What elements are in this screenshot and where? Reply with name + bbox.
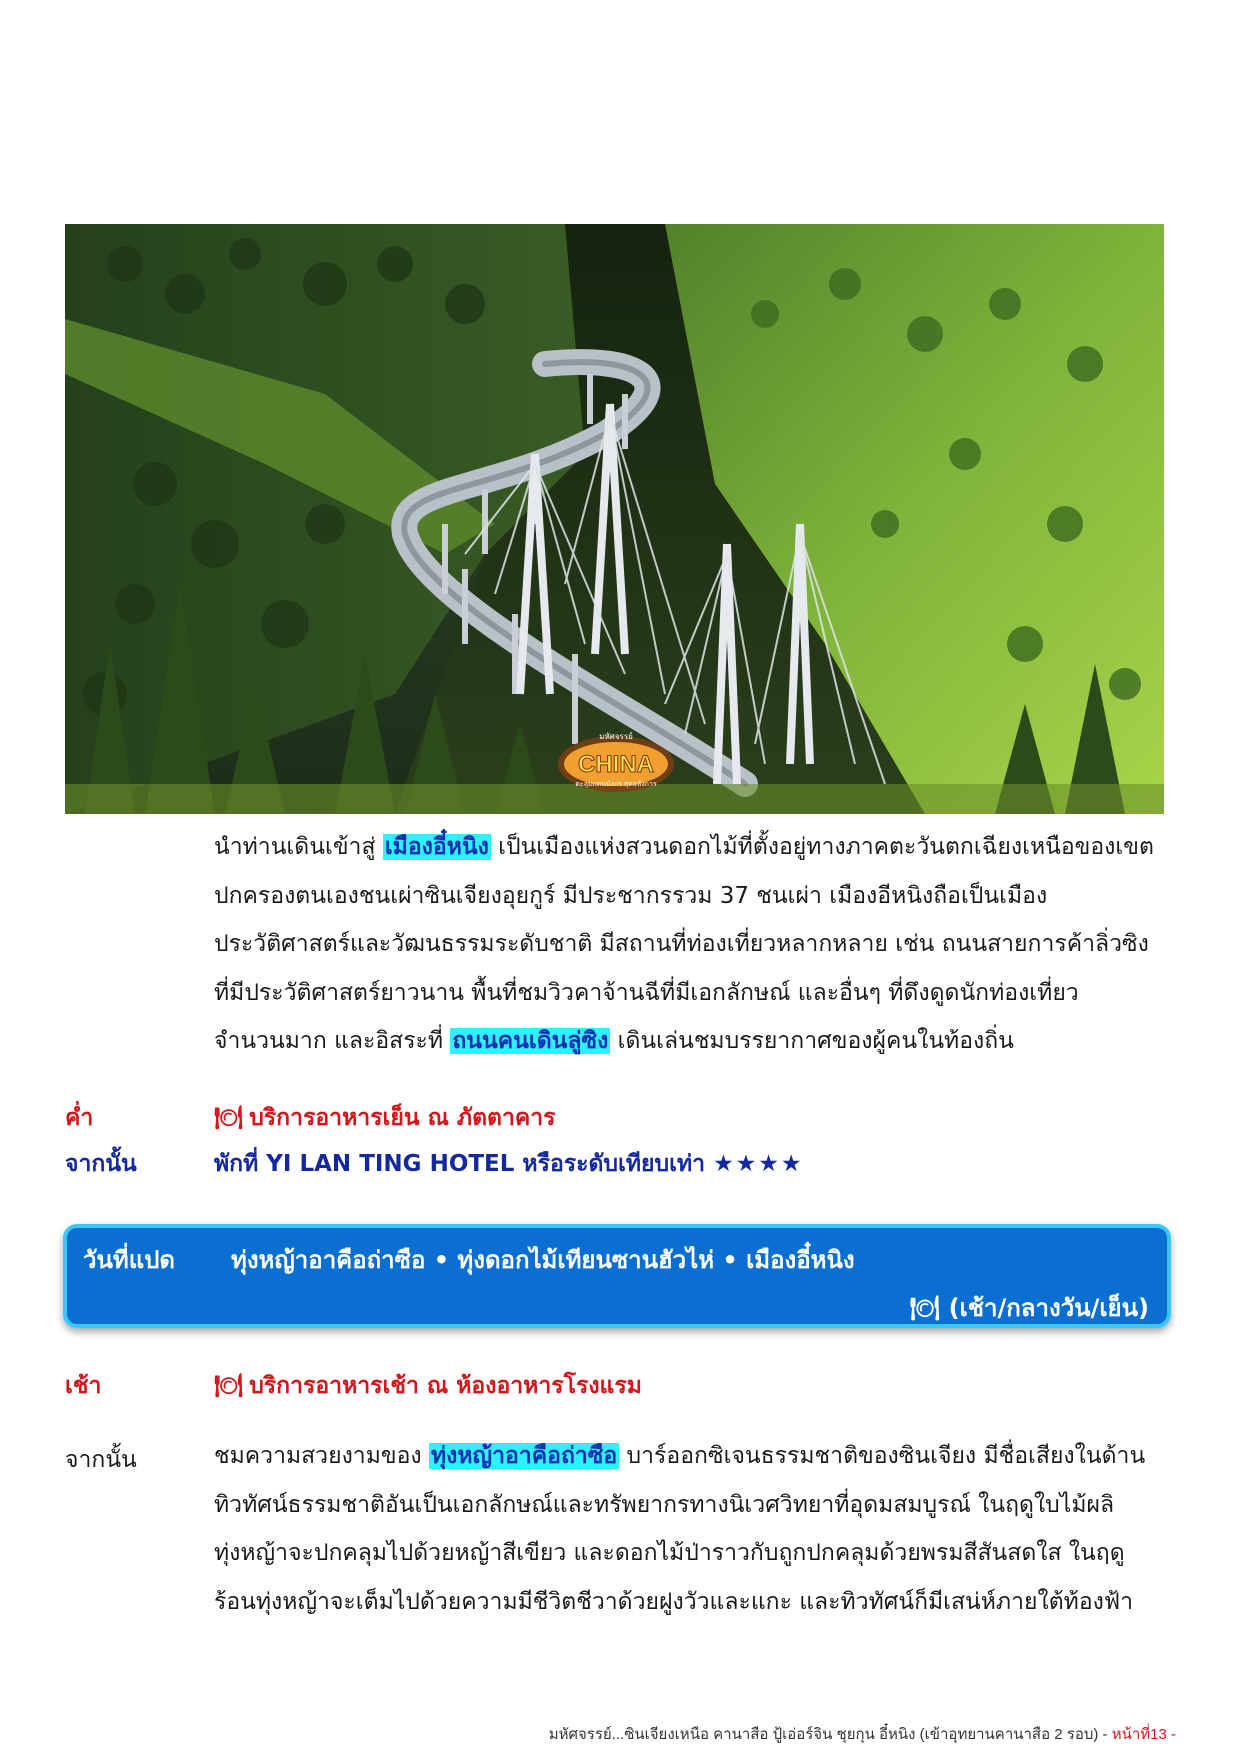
dish-icon: 🍽 [214, 1105, 244, 1131]
intro-text: เดินเล่นชมบรรยากาศของผู้คนในท้องถิ่น [610, 1028, 1014, 1054]
page-number: หน้าที่13 - [1111, 1726, 1176, 1743]
highlight-yining: เมืองอี๋หนิง [384, 834, 489, 860]
highlight-walking-street: ถนนคนเดินลู่ซิง [452, 1028, 609, 1054]
intro-paragraph [214, 823, 1164, 1066]
grassland-line-2: ทิวทัศน์ธรรมชาติอันเป็นเอกลักษณ์และทรัพยากรทางนิเวศวิทยาที่อุดมสมบูรณ์ ในฤดูใบไม้ผลิ [214, 1491, 1115, 1518]
highlight-grassland: ทุ่งหญ้าอาคือถ่าซือ [430, 1443, 618, 1469]
day-meals [910, 1288, 1149, 1327]
bridge-photo-illustration [65, 224, 1164, 814]
footer-text: มหัศจรรย์...ซินเจียงเหนือ คานาสือ ปู้เอ่อร์จิน ชุยกุน อี๋หนิง (เข้าอุทยานคานาสือ 2 รอบ) - [548, 1726, 1112, 1743]
dish-icon: 🍽 [909, 1294, 941, 1322]
intro-text: จำนวนมาก และอิสระที่ [214, 1028, 451, 1054]
bridge-photo [65, 224, 1164, 814]
dinner-text: บริการอาหารเย็น ณ ภัตตาคาร [249, 1105, 556, 1131]
grassland-text: ชมความสวยงามของ [214, 1443, 429, 1469]
dinner-row [214, 1100, 556, 1136]
grassland-line-4: ร้อนทุ่งหญ้าจะเต็มไปด้วยความมีชีวิตชีวาด้วยฝูงวัวและแกะ และทิวทัศน์ก็มีเสน่ห์ภายใต้ท้องฟ้า [214, 1588, 1134, 1615]
day-route: ทุ่งหญ้าอาคือถ่าซือ • ทุ่งดอกไม้เทียนซานฮัวไห่ • เมืองอี๋หนิง [231, 1246, 855, 1274]
intro-line-5 [214, 1017, 1164, 1066]
logo-top-text: มหัศจรรย์ [599, 732, 633, 741]
star-rating: ★★★★ [713, 1151, 804, 1177]
page-footer [549, 1722, 1176, 1746]
hotel-label: จากนั้น [65, 1151, 137, 1177]
hotel-row [214, 1146, 804, 1182]
grassland-line-1 [214, 1432, 1164, 1481]
dinner-label: ค่ำ [65, 1105, 94, 1131]
intro-line-4: ที่มีประวัติศาสตร์ยาวนาน พื้นที่ชมวิวคาจ้านฉีที่มีเอกลักษณ์ และอื่นๆ ที่ดึงดูดนักท่องเที่ยว [214, 979, 1079, 1006]
intro-text: เป็นเมืองแห่งสวนดอกไม้ที่ตั้งอยู่ทางภาคตะวันตกเฉียงเหนือของเขต [490, 834, 1154, 860]
day-label: วันที่แปด [83, 1246, 175, 1274]
grassland-paragraph [214, 1432, 1164, 1626]
grassland-text: บาร์ออกซิเจนธรรมชาติของซินเจียง มีชื่อเสียงในด้าน [619, 1443, 1146, 1469]
grassland-line-3: ทุ่งหญ้าจะปกคลุมไปด้วยหญ้าสีเขียว และดอกไม้ป่าราวกับถูกปกคลุมด้วยพรมสีสันสดใส ในฤดู [214, 1540, 1125, 1566]
breakfast-row [214, 1368, 642, 1404]
hotel-text: พักที่ YI LAN TING HOTEL หรือระดับเทียบเท่า [214, 1151, 706, 1177]
intro-line-1 [214, 823, 1164, 872]
intro-line-3: ประวัติศาสตร์และวัฒนธรรมระดับชาติ มีสถานที่ท่องเที่ยวหลากหลาย เช่น ถนนสายการค้าลิ่วซิง [214, 931, 1149, 957]
logo-text: CHINA [578, 751, 654, 778]
intro-line-2: ปกครองตนเองชนเผ่าซินเจียงอุยกูร์ มีประชากรรวม 37 ชนเผ่า เมืองอีหนิงถือเป็นเมือง [214, 882, 1048, 909]
meals-text: (เช้า/กลางวัน/เย็น) [948, 1294, 1149, 1322]
next-label: จากนั้น [65, 1447, 137, 1473]
intro-text: นำท่านเดินเข้าสู่ [214, 834, 383, 860]
day-banner [63, 1224, 1171, 1328]
logo-bottom-text: ตะลุยแดนมังกร สุดอลังการ [575, 781, 657, 788]
breakfast-text: บริการอาหารเช้า ณ ห้องอาหารโรงแรม [249, 1373, 642, 1399]
dish-icon: 🍽 [214, 1373, 244, 1399]
breakfast-label: เช้า [65, 1373, 102, 1399]
